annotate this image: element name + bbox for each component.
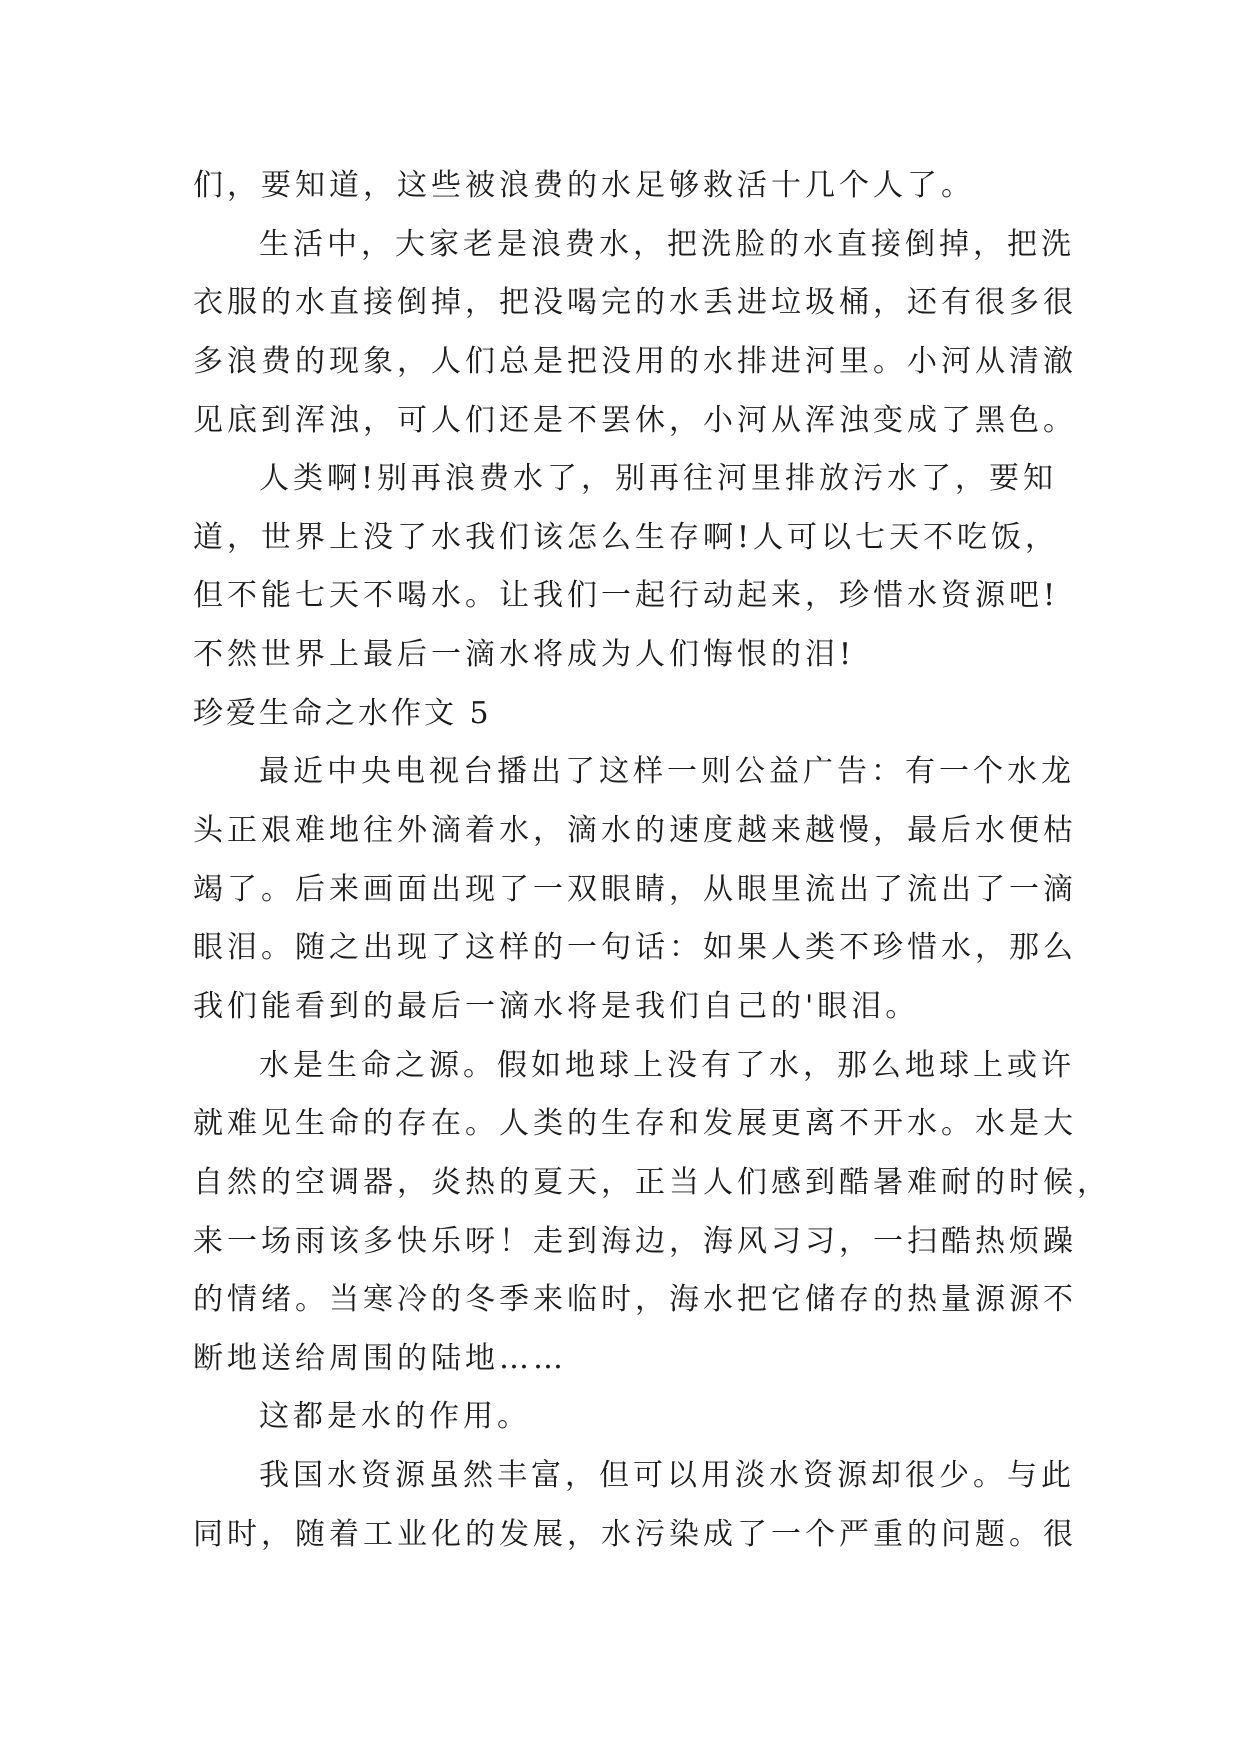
text-line: 断地送给周围的陆地……: [193, 1340, 567, 1376]
text-line: 眼泪。随之出现了这样的一句话：如果人类不珍惜水，那么: [193, 930, 1077, 966]
paragraph: [193, 157, 1153, 216]
text-line: 就难见生命的存在。人类的生存和发展更离不开水。水是大: [193, 1106, 1077, 1142]
paragraph: [193, 1388, 1153, 1447]
text-line: 我国水资源虽然丰富，但可以用淡水资源却很少。与此: [259, 1458, 1075, 1494]
text-line: 同时，随着工业化的发展，水污染成了一个严重的问题。很: [193, 1516, 1077, 1552]
text-line: 见底到浑浊，可人们还是不罢休，小河从浑浊变成了黑色。: [193, 402, 1077, 438]
text-line: 的情绪。当寒冷的冬季来临时，海水把它储存的热量源源不: [193, 1282, 1077, 1318]
paragraph: [193, 743, 1153, 1036]
text-line: 不然世界上最后一滴水将成为人们悔恨的泪!: [193, 637, 856, 673]
essay-title: 珍爱生命之水作文 5: [193, 695, 492, 731]
text-line: 来一场雨该多快乐呀！走到海边，海风习习，一扫酷热烦躁: [193, 1223, 1077, 1259]
text-line: 道，世界上没了水我们该怎么生存啊!人可以七天不吃饭，: [193, 519, 1060, 555]
text-line: 头正艰难地往外滴着水，滴水的速度越来越慢，最后水便枯: [193, 813, 1077, 849]
paragraph: [193, 216, 1153, 451]
text-line: 多浪费的现象，人们总是把没用的水排进河里。小河从清澈: [193, 343, 1077, 379]
paragraph: [193, 1037, 1153, 1389]
paragraph: [193, 1447, 1153, 1564]
text-line: 水是生命之源。假如地球上没有了水，那么地球上或许: [259, 1047, 1075, 1083]
text-line: 衣服的水直接倒掉，把没喝完的水丢进垃圾桶，还有很多很: [193, 285, 1077, 321]
text-line: 这都是水的作用。: [259, 1399, 531, 1435]
text-line: 生活中，大家老是浪费水，把洗脸的水直接倒掉，把洗: [259, 226, 1075, 262]
text-line: 最近中央电视台播出了这样一则公益广告：有一个水龙: [259, 754, 1075, 790]
text-line: 但不能七天不喝水。让我们一起行动起来，珍惜水资源吧!: [193, 578, 1060, 614]
paragraph: [193, 450, 1153, 685]
document-page: [193, 157, 1153, 1564]
text-line: 人类啊!别再浪费水了，别再往河里排放污水了，要知: [259, 461, 1058, 497]
text-line: 我们能看到的最后一滴水将是我们自己的'眼泪。: [193, 988, 920, 1024]
text-line: 们，要知道，这些被浪费的水足够救活十几个人了。: [193, 168, 975, 203]
text-line: 竭了。后来画面出现了一双眼睛，从眼里流出了流出了一滴: [193, 871, 1077, 907]
text-line: 自然的空调器，炎热的夏天，正当人们感到酷暑难耐的时候，: [193, 1164, 1111, 1200]
